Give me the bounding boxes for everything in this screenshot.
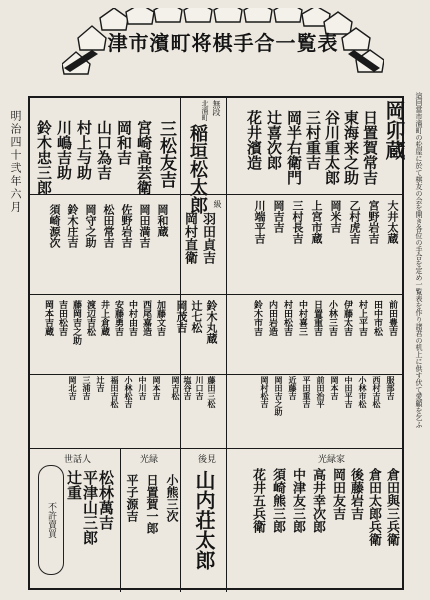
name-entry: 岡田吉之助 bbox=[274, 376, 284, 416]
not-for-sale-stamp: 不許賣買 bbox=[38, 465, 64, 575]
name-entry: 辻重 bbox=[65, 470, 83, 500]
name-entry: 日置賀一郎 bbox=[145, 474, 159, 534]
name-entry: 西村吉松 bbox=[372, 376, 382, 408]
section-header: 光緑 bbox=[140, 455, 159, 465]
name-entry: 日置賀常吉 bbox=[361, 110, 379, 185]
name-entry: 三村重吉 bbox=[304, 110, 322, 170]
name-entry: 辻吉 bbox=[96, 376, 106, 392]
name-entry: 川端平吉 bbox=[253, 200, 266, 244]
name-entry: 鈴木忠三郎 bbox=[35, 120, 53, 195]
name-entry: 倉田與三兵衛 bbox=[384, 468, 399, 546]
name-entry: 岡田満吉 bbox=[138, 204, 151, 248]
issue-date: 明治四十弐年六月 bbox=[9, 110, 22, 214]
name-entry: 岡村松吉 bbox=[260, 376, 270, 408]
name-entry: 岡本吉蔵 bbox=[43, 300, 53, 336]
name-entry: 大井太蔵 bbox=[386, 200, 399, 244]
name-entry: 松林萬吉 bbox=[97, 470, 115, 530]
row-divider bbox=[30, 374, 402, 375]
section-header: 世話人 bbox=[64, 455, 92, 465]
name-entry: 伊藤太吉 bbox=[342, 300, 352, 336]
name-entry: 岡米吉 bbox=[329, 200, 342, 233]
name-entry: 須崎熊三郎 bbox=[270, 468, 285, 533]
name-entry: 高井幸次郎 bbox=[310, 468, 325, 533]
name-entry: 岡本吉 bbox=[330, 376, 340, 400]
row-divider bbox=[30, 448, 402, 449]
name-entry: 平子源吉 bbox=[125, 474, 139, 522]
name-entry: 岡和吉 bbox=[115, 120, 133, 165]
name-entry: 東海来之助 bbox=[342, 110, 360, 185]
col-divider bbox=[120, 448, 121, 592]
name-entry: 岡半右衛門 bbox=[285, 110, 303, 185]
section-header: 光緑家 bbox=[318, 455, 346, 465]
name-entry: 中川吉 bbox=[138, 376, 148, 400]
name-entry: 羽田貞吉 bbox=[200, 212, 215, 264]
name-entry: 岡吉松 bbox=[171, 376, 181, 400]
name-entry: 田中市松 bbox=[372, 300, 382, 336]
name-entry: 中村由吉 bbox=[127, 300, 137, 336]
name-entry: 谷川重太郎 bbox=[323, 110, 341, 185]
name-entry: 岡吉吉 bbox=[272, 200, 285, 233]
name-entry: 鈴木丸蔵 bbox=[205, 300, 218, 344]
name-entry: 川口吉 bbox=[195, 376, 205, 400]
name-entry: 岡茂吉 bbox=[175, 300, 188, 333]
name-entry: 村田松吉 bbox=[282, 300, 292, 336]
name-entry: 鈴木庄吉 bbox=[66, 204, 79, 248]
name-entry: 岡田友吉 bbox=[330, 468, 345, 520]
name-entry: 藤岡吉之助 bbox=[71, 300, 81, 345]
name-entry: 福田吉松 bbox=[110, 376, 120, 408]
name-entry: 山口為吉 bbox=[95, 120, 113, 180]
name-entry: 岡和蔵 bbox=[156, 204, 169, 237]
name-entry: 小林松吉 bbox=[124, 376, 134, 408]
col-divider bbox=[226, 448, 227, 592]
row-divider bbox=[30, 194, 402, 195]
name-entry: 中津友三郎 bbox=[290, 468, 305, 533]
name-entry: 塩谷吉 bbox=[183, 376, 193, 400]
town-label: 北濱町 bbox=[201, 100, 209, 121]
name-entry: 稲垣松太郎 bbox=[187, 124, 208, 214]
name-entry: 岡本吉 bbox=[152, 376, 162, 400]
name-entry: 乙村虎吉 bbox=[348, 200, 361, 244]
name-entry: 加藤文吉 bbox=[155, 300, 165, 336]
name-entry: 井上倉蔵 bbox=[99, 300, 109, 336]
name-entry: 安藤勇吉 bbox=[113, 300, 123, 336]
name-entry: 上宮市蔵 bbox=[310, 200, 323, 244]
name-entry: 小林市松 bbox=[358, 376, 368, 408]
row-divider bbox=[30, 294, 402, 295]
name-entry: 近藤吉 bbox=[288, 376, 298, 400]
name-entry: 村上平吉 bbox=[357, 300, 367, 336]
name-entry: 小林三吉 bbox=[327, 300, 337, 336]
name-entry: 辻喜次郎 bbox=[265, 110, 283, 170]
col-divider bbox=[226, 98, 227, 448]
name-entry: 渡辺吉松 bbox=[85, 300, 95, 336]
name-entry: 花井五兵衛 bbox=[250, 468, 265, 533]
name-entry: 川嶋吉助 bbox=[55, 120, 73, 180]
name-entry: 岡守之助 bbox=[84, 204, 97, 248]
name-entry: 松田常吉 bbox=[102, 204, 115, 248]
name-entry: 岡北吉 bbox=[68, 376, 78, 400]
name-entry: 小熊三次 bbox=[165, 474, 179, 522]
name-entry: 西尾嘉造 bbox=[141, 300, 151, 336]
name-entry: 前田豊吉 bbox=[387, 300, 397, 336]
name-entry: 吉田松吉 bbox=[57, 300, 67, 336]
name-okada-uzo: 岡卯蔵 bbox=[382, 100, 406, 160]
name-entry: 辻七松 bbox=[190, 300, 203, 333]
section-header: 後見 bbox=[198, 455, 217, 465]
name-entry: 花井濱造 bbox=[245, 110, 263, 170]
name-entry: 平田重吉 bbox=[302, 376, 312, 408]
name-entry: 平津山三郎 bbox=[81, 470, 99, 545]
rank-label: 無段 bbox=[212, 100, 221, 116]
name-entry: 日置重吉 bbox=[312, 300, 322, 336]
name-entry: 三松友吉 bbox=[156, 120, 176, 188]
name-entry: 須崎源次 bbox=[48, 204, 61, 248]
name-entry: 中村喜三 bbox=[297, 300, 307, 336]
name-entry: 宮野岩吉 bbox=[367, 200, 380, 244]
name-entry: 藤田三松 bbox=[207, 376, 217, 408]
name-entry: 岡村直衛 bbox=[182, 212, 197, 264]
rank-label: 級 bbox=[213, 200, 222, 208]
page-title: 津市濱町将棋手合一覧表 bbox=[107, 31, 339, 55]
name-entry: 後藤岩吉 bbox=[348, 468, 363, 520]
name-entry: 山内荘太郎 bbox=[192, 470, 216, 570]
name-entry: 佐野岩吉 bbox=[120, 204, 133, 248]
name-entry: 内田岩造 bbox=[267, 300, 277, 336]
name-entry: 三浦吉 bbox=[82, 376, 92, 400]
name-entry: 前田治平 bbox=[316, 376, 326, 408]
side-note: 這回當市濱町の松屋に於て棋友の会を開き各位の手合を定め一覧表を作り諸君の机上に供す伏て愛顧を乞ふ bbox=[415, 92, 423, 428]
name-entry: 宮崎高芸衛 bbox=[135, 120, 153, 195]
name-entry: 服部吉 bbox=[386, 376, 396, 400]
name-entry: 倉田太郎兵衛 bbox=[366, 468, 381, 546]
name-entry: 村上与助 bbox=[75, 120, 93, 180]
name-entry: 中田平吉 bbox=[344, 376, 354, 408]
name-entry: 三村長吉 bbox=[291, 200, 304, 244]
name-entry: 鈴木市吉 bbox=[252, 300, 262, 336]
